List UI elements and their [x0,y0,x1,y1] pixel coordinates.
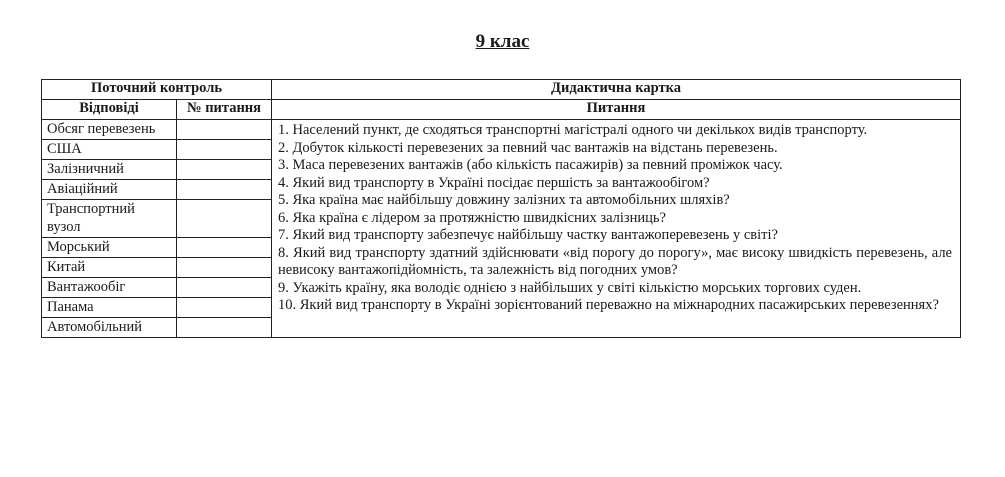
number-slot[interactable] [177,278,271,298]
question-item: 8. Який вид транспорту здатний здійснювати «від порогу до порогу», має високу швидкість перевезень, але невисоку вантажопідйомність, та залежність від погодних умов? [278,244,952,278]
number-slot[interactable] [177,238,271,258]
answers-list [42,120,176,337]
question-item: 6. Яка країна є лідером за протяжністю швидкісних залізниць? [278,209,666,226]
answer-item: Морський [42,238,176,258]
number-slot[interactable] [177,298,271,318]
question-number-cell[interactable] [177,120,272,338]
answer-item: Панама [42,298,176,318]
answer-item: Залізничний [42,160,176,180]
question-item: 3. Маса перевезених вантажів (або кількість пасажирів) за певний проміжок часу. [278,157,783,173]
number-slot[interactable] [177,160,271,180]
answer-item: Авіаційний [42,180,176,200]
question-item: 7. Який вид транспорту забезпечує найбільшу частку вантажоперевезень у світі? [278,227,778,243]
question-item: 4. Який вид транспорту в Україні посідає першість за вантажообігом? [278,174,710,191]
answer-item: Автомобільний [47,319,143,335]
number-slot[interactable] [177,318,271,337]
questions-cell [272,120,961,338]
didactic-card-header: Дидактична картка [272,80,961,100]
answer-item: Обсяг перевезень [42,120,176,140]
number-slot[interactable] [177,180,271,200]
current-control-header: Поточний контроль [42,80,272,100]
questions-list [278,122,952,315]
question-item: 1. Населений пункт, де сходяться транспортні магістралі одного чи декількох видів транспорту. [278,122,868,138]
question-item: 2. Добуток кількості перевезених за певний час вантажів на відстань перевезень. [278,139,778,156]
answer-item: Вантажообіг [42,278,176,298]
number-slot[interactable] [177,258,271,278]
question-item: 9. Укажіть країну, яка володіє однією з найбільших у світі кількістю морських торгових суден. [278,279,862,296]
questions-column-header: Питання [272,100,961,120]
question-item: 10. Який вид транспорту в Україні зорієнтований переважно на міжнародних пасажирських перевезеннях? [278,297,939,313]
control-table [41,79,961,338]
answer-item: США [42,140,176,160]
question-number-list [177,120,271,337]
answer-item: Транспортний вузол [42,200,176,238]
answers-column-header: Відповіді [42,100,177,120]
number-slot[interactable] [177,140,271,160]
page-title: 9 клас [475,31,530,52]
question-item: 5. Яка країна має найбільшу довжину залізних та автомобільних шляхів? [278,192,730,208]
answers-cell [42,120,177,338]
question-number-column-header: № питання [177,100,272,120]
answer-item: Китай [42,258,176,278]
number-slot[interactable] [177,120,271,140]
number-slot[interactable] [177,200,271,238]
